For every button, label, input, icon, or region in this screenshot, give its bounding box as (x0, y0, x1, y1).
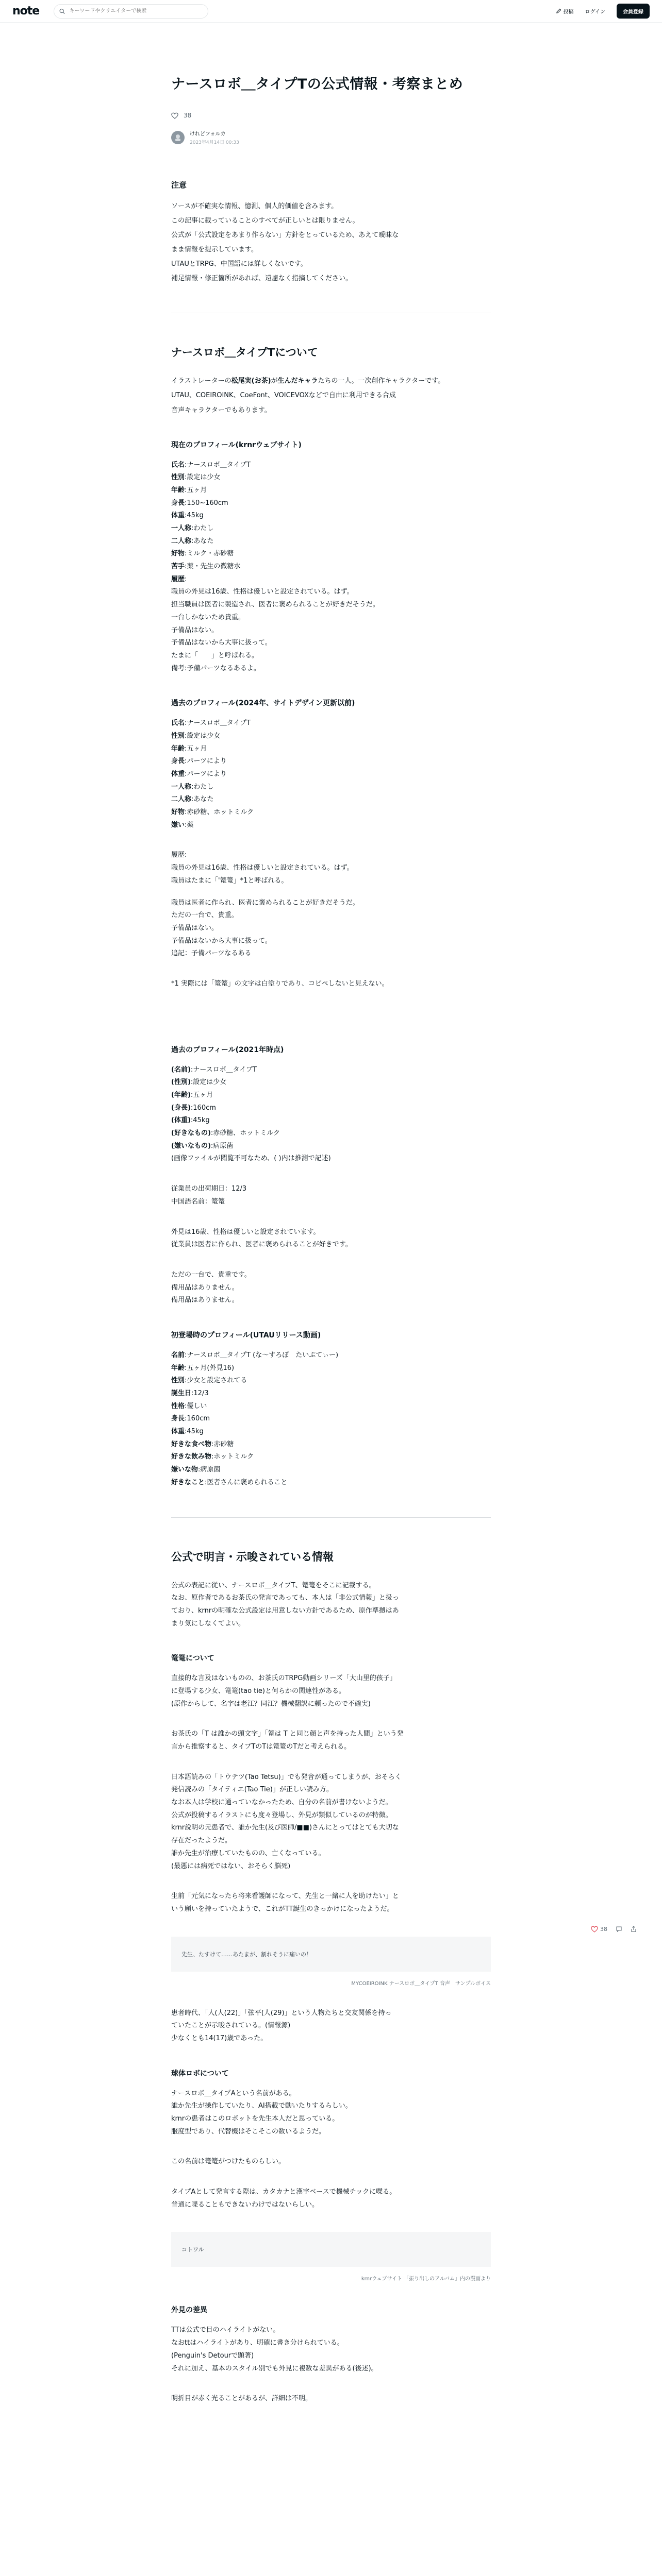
past-profile-2021 (171, 1064, 491, 1307)
profile-key: 一人称 (171, 524, 192, 532)
profile-key: 身長 (171, 757, 185, 766)
profile-value: :医者さんに褒められること (205, 1478, 288, 1486)
about-heading: ナースロボ＿タイプTについて (171, 346, 318, 359)
profile-value: :あなた (191, 795, 214, 804)
profile-row (171, 781, 491, 794)
profile-value: :赤砂糖 (211, 1440, 234, 1448)
profile-key: (年齢) (171, 1091, 191, 1099)
about-paragraph (171, 375, 491, 387)
profile-value: :薬 (185, 821, 194, 829)
notice-line: まま情報を提示しています。 (171, 246, 258, 254)
profile-value: :160cm (190, 1104, 216, 1112)
pen-icon (556, 8, 561, 14)
register-button[interactable]: 会員登録 (617, 4, 650, 19)
profile-value: : (185, 575, 187, 583)
profile-value: :ミルク・赤砂糖 (185, 550, 234, 558)
about-paragraph: 音声キャラクターでもあります。 (171, 406, 271, 414)
profile-key: 性別 (171, 473, 185, 482)
profile-row (171, 1477, 491, 1489)
history-line: 一台しかないため貴重。 (171, 613, 245, 621)
footnote: *1 実際には「篭篭」の文字は白塗りであり、コピペしないと見えない。 (171, 979, 389, 988)
about-text: たちの一人。一次創作キャラクターです。 (318, 377, 445, 385)
quote-cite[interactable]: MYCOEIROINK ナースロボ＿タイプT 音声 サンプルボイス (351, 1980, 491, 1987)
profile-key: 好きな飲み物 (171, 1453, 212, 1461)
profile-row (171, 1375, 491, 1387)
quote-cite[interactable]: krnrウェブサイト 「振り出しのアルバム」内の漫画より (361, 2276, 491, 2282)
profile-key: (身長) (171, 1104, 191, 1112)
profile-key: 二人称 (171, 537, 192, 545)
robot-avatar-icon (174, 133, 182, 142)
profile-row (171, 510, 491, 522)
profile-row (171, 1413, 491, 1426)
taotie-line: 日本語読みの「トウテツ(Tao Tetsu)」でも発音が通ってしまうが、おそらく (171, 1773, 402, 1781)
profile-value: :設定は少女 (190, 1078, 227, 1087)
profile-value: :五ヶ月 (190, 1091, 213, 1099)
profile-key: 好物 (171, 808, 185, 817)
taotie-line: いう願いを持っていたようで、これがTT誕生のきっかけになったようだ。 (171, 1905, 394, 1913)
taotie-line: 患者時代、「人(人(22)」「弦平(人(29)」という人物たちと交友関係を持っ (171, 2009, 392, 2017)
author-name[interactable]: けれどフォルカ (190, 131, 226, 138)
history-line: 追記：予備パーツなるある (171, 950, 252, 958)
floating-actions (591, 1926, 637, 1933)
heart-icon (591, 1926, 598, 1933)
profile-key: 年齢 (171, 486, 185, 494)
profile-row (171, 1114, 491, 1127)
profile-line: 外見は16歳、性格は優しいと設定されています。 (171, 1228, 320, 1236)
profile-value: :わたし (191, 783, 214, 791)
notice-line: 補足情報・修正箇所があれば、遠慮なく指摘してください。 (171, 275, 353, 283)
profile-row (171, 1451, 491, 1464)
notice-heading: 注意 (171, 180, 187, 190)
history-line: ただの一台で、貴重。 (171, 911, 238, 920)
post-button[interactable] (556, 7, 574, 15)
taotie-line: お茶氏の「T は誰かの頭文字」「篭は T と同じ顔と声を持った人間」という発 (171, 1730, 404, 1738)
history-line: 予備品はないから大事に扱って。 (171, 937, 272, 945)
article-title: ナースロボ＿タイプTの公式情報・考察まとめ (171, 76, 464, 92)
profile-key: 嫌いな物 (171, 1466, 198, 1474)
profile-value: :ホットミルク (211, 1453, 254, 1461)
profile-key: 誕生日 (171, 1389, 192, 1397)
history-line: 予備品はない。 (171, 626, 219, 634)
profile-key: 体重 (171, 770, 185, 778)
robot-line: krnrの患者はこのロボットを先生本人だと思っている。 (171, 2115, 339, 2123)
history-line: 職員は医者に作られ、医者に褒められることが好きだそうだ。 (171, 899, 359, 907)
profile-value: :赤砂糖、ホットミルク (210, 1129, 280, 1138)
profile-row (171, 793, 491, 806)
like-row (171, 112, 491, 119)
profile-row (171, 1464, 491, 1477)
history-label: 履歴: (171, 851, 187, 859)
profile-row (171, 1140, 491, 1153)
profile-key: 性別 (171, 732, 185, 740)
heart-icon[interactable] (171, 112, 178, 119)
profile-key: 好きなこと (171, 1478, 205, 1486)
profile-row (171, 1362, 491, 1375)
official-intro-line: ており、krnrの明確な公式設定は用意しない方針であるため、原作準拠はあ (171, 1606, 399, 1615)
profile-key: 氏名 (171, 461, 185, 469)
history-line: 担当職員は医者に製造され、医者に褒められることが好きだそうだ。 (171, 601, 379, 609)
taotie-line: なお本人は学校に通っていなかったため、自分の名前が書けないようだ。 (171, 1799, 392, 1807)
share-icon[interactable] (631, 1926, 637, 1933)
notice-line: 公式が「公式設定をあまり作らない」方針をとっているため、あえて曖昧な (171, 231, 399, 240)
profile-value: :45kg (185, 1428, 204, 1436)
profile-row (171, 561, 491, 573)
author-block[interactable] (171, 129, 491, 145)
search-box[interactable] (54, 4, 208, 19)
profile-key: (性別) (171, 1078, 191, 1087)
official-intro-line: なお、原作者であるお茶氏の発言であっても、本人は「非公式情報」と扱っ (171, 1594, 399, 1602)
login-button[interactable] (585, 7, 606, 15)
taotie-line: 公式が投稿するイラストにも度々登場し、外見が類似しているのが特徴。 (171, 1811, 392, 1819)
profile-row (171, 1089, 491, 1102)
profile-row (171, 548, 491, 561)
like-button-side[interactable] (591, 1926, 607, 1933)
avatar[interactable] (171, 131, 185, 144)
robot-line: 普通に喋ることもできないわけではないらしい。 (171, 2200, 319, 2209)
history-line: たまに「 」と呼ばれる。 (171, 651, 259, 659)
profile-key: 体重 (171, 1428, 185, 1436)
current-profile (171, 459, 491, 675)
utau-profile (171, 1349, 491, 1489)
profile-row (171, 1387, 491, 1400)
profile-value: :パーツにより (185, 770, 227, 778)
history-line: 備考:予備パーツなるあるよ。 (171, 664, 260, 672)
profile-key: (嫌いなもの) (171, 1142, 211, 1150)
profile-key: 年齢 (171, 744, 185, 753)
robot-line: 誰か先生が操作していたり、AI搭載で動いたりするらしい。 (171, 2102, 352, 2110)
about-bold-text: 生んだキャラ (277, 377, 318, 385)
profile-row (171, 1127, 491, 1140)
profile-value: :わたし (191, 524, 214, 532)
profile-row (171, 1064, 491, 1077)
current-profile-heading: 現在のプロフィール(krnrウェブサイト) (171, 440, 302, 449)
profile-key: 一人称 (171, 783, 192, 791)
profile-key: 名前 (171, 1351, 185, 1359)
profile-line: 備用品はありません。 (171, 1296, 239, 1304)
profile-row (171, 768, 491, 781)
profile-value: :五ヶ月(外見16) (185, 1364, 235, 1372)
profile-key: 年齢 (171, 1364, 185, 1372)
taotie-line: 誰か先生が治療していたものの、亡くなっている。 (171, 1849, 325, 1857)
profile-row (171, 522, 491, 535)
top-bar (0, 0, 662, 23)
notice-body (171, 200, 491, 285)
profile-key: 履歴 (171, 575, 185, 583)
profile-row (171, 730, 491, 743)
profile-line: 備用品はありません。 (171, 1283, 239, 1292)
notice-line: ソースが不確実な情報、憶測、個人的価値を含みます。 (171, 202, 338, 211)
profile-value: :160cm (185, 1415, 210, 1423)
history-line: 職員の外見は16歳、性格は優しいと設定されている。はず。 (171, 864, 354, 872)
history-line: 予備品はない。 (171, 924, 219, 932)
profile-row (171, 1400, 491, 1413)
taotie-line: 生前「元気になったら将来看護師になって、先生と一緒に人を助けたい」と (171, 1892, 399, 1901)
profile-line: 中国語名前：篭篭 (171, 1197, 225, 1206)
profile-key: 性格 (171, 1402, 185, 1410)
logo[interactable]: note (12, 5, 40, 18)
profile-value: :薬・先生の微糖水 (185, 563, 241, 571)
profile-row (171, 1102, 491, 1115)
profile-value: :パーツにより (185, 757, 227, 766)
profile-key: (好きなもの) (171, 1129, 211, 1138)
past-profile-2024 (171, 717, 491, 990)
profile-line: ただの一台で、貴重です。 (171, 1270, 251, 1279)
profile-value: :あなた (191, 537, 214, 545)
profile-key: 好きな食べ物 (171, 1440, 212, 1448)
appearance-line: なおttはハイライトがあり、明確に書き分けられている。 (171, 2339, 344, 2347)
profile-key: 好物 (171, 550, 185, 558)
profile-value: :赤砂糖、ホットミルク (185, 808, 254, 817)
quote-box: コトワル (171, 2232, 491, 2267)
profile-row (171, 484, 491, 497)
profile-line: 従業員は医者に作られ、医者に褒められることが好きです。 (171, 1241, 352, 1249)
profile-value: :45kg (190, 1116, 210, 1125)
notice-line: この記事に載っていることのすべてが正しいとは限りません。 (171, 217, 359, 225)
profile-value: :五ヶ月 (185, 486, 207, 494)
history-line: 職員はたまに「'篭篭」*1と呼ばれる。 (171, 876, 288, 885)
profile-value: :病原菌 (198, 1466, 221, 1474)
about-paragraph: UTAU、COEIROINK、CoeFont、VOICEVOXなどで自由に利用できる合成 (171, 392, 396, 400)
profile-key: 嫌い (171, 821, 185, 829)
profile-line: 従業員の出荷期日：12/3 (171, 1185, 247, 1193)
robot-line: この名前は篭篭がつけたものらしい。 (171, 2158, 286, 2166)
profile-key: 身長 (171, 499, 185, 507)
profile-value: :優しい (185, 1402, 207, 1410)
utau-profile-heading: 初登場時のプロフィール(UTAUリリース動画) (171, 1331, 321, 1340)
taotie-line: 言から推察すると、タイプTのTは篭篭のTだと考えられる。 (171, 1743, 351, 1751)
past-profile-2024-heading: 過去のプロフィール(2024年、サイトデザイン更新以前) (171, 699, 355, 708)
taotie-line: krnr説明の元患者で、誰か先生(及び医師/■■)さんにとってはとても大切な (171, 1824, 399, 1832)
profile-row (171, 1438, 491, 1451)
profile-row (171, 806, 491, 819)
taotie-line: (最悪には病死ではない、おそらく脳死) (171, 1862, 291, 1870)
history-line: 予備品はないから大事に扱って。 (171, 639, 272, 647)
official-heading: 公式で明言・示唆されている情報 (171, 1550, 334, 1563)
profile-value: :少女と設定されてる (185, 1377, 247, 1385)
appearance-heading: 外見の差異 (171, 2306, 207, 2315)
taotie-line: に登場する少女、篭篭(tao tie)と何らかの関連性がある。 (171, 1687, 346, 1695)
profile-row (171, 497, 491, 510)
appearance-line: TTは公式で目のハイライトがない。 (171, 2326, 280, 2334)
profile-key: 氏名 (171, 719, 185, 727)
profile-row (171, 1426, 491, 1438)
author-link-text[interactable]: 松尾実(お茶) (231, 377, 271, 385)
profile-key: 身長 (171, 1415, 185, 1423)
profile-value: :12/3 (191, 1389, 209, 1397)
profile-value: :病原菌 (210, 1142, 234, 1150)
robot-line: 服度型であり、代替機はそこそこの数いるようだ。 (171, 2127, 326, 2136)
search-input[interactable] (69, 8, 203, 14)
profile-value: :ナースロボ＿タイプT (185, 719, 251, 727)
profile-row (171, 573, 491, 586)
profile-value: :150~160cm (185, 499, 228, 507)
profile-value: :ナースロボ＿タイプT (な〜すろぼ たいぷてぃー) (185, 1351, 339, 1359)
profile-row (171, 755, 491, 768)
notice-line: UTAUとTRPG、中国語には詳しくないです。 (171, 260, 307, 268)
login-label: ログイン (585, 9, 605, 15)
taotie-line: ていたことが示唆されている。(情報源) (171, 2022, 291, 2030)
history-line: 職員の外見は16歳、性格は優しいと設定されている。はず。 (171, 588, 354, 596)
comment-icon[interactable] (616, 1926, 622, 1933)
profile-note: (画像ファイルが閲覧不可なため、( )内は推測で記述) (171, 1155, 331, 1163)
quote-box: 先生、たすけて……あたまが、割れそうに痛いの！ (171, 1937, 491, 1972)
appearance-line: それに加え、基本のスタイル別でも外見に複数な差異がある(後述)。 (171, 2364, 378, 2372)
robot-line: タイプAとして発言する際は、カタカナと漢字ベースで機械チックに喋る。 (171, 2188, 396, 2196)
taotie-line: (原作からして、名字は老江？同江？機械翻訳に頼ったので不確実) (171, 1700, 371, 1708)
official-intro-line: 公式の表記に従い、ナースロボ＿タイプT、篭篭をそこに記載する。 (171, 1581, 376, 1589)
like-count: 38 (184, 112, 192, 120)
profile-row (171, 743, 491, 756)
profile-value: :設定は少女 (185, 473, 221, 482)
about-text: が (271, 377, 278, 385)
profile-value: :設定は少女 (185, 732, 221, 740)
profile-key: 性別 (171, 1377, 185, 1385)
profile-key: (名前) (171, 1065, 191, 1074)
author-date: 2023年4月14日 00:33 (190, 140, 239, 146)
profile-row (171, 459, 491, 472)
like-count-side: 38 (600, 1926, 607, 1933)
article (171, 23, 491, 2405)
taotie-line: 存在だったようだ。 (171, 1837, 232, 1845)
about-text: イラストレーターの (171, 377, 231, 385)
profile-value: :五ヶ月 (185, 744, 207, 753)
search-icon (59, 8, 65, 14)
profile-row (171, 535, 491, 548)
past-profile-2021-heading: 過去のプロフィール(2021年時点) (171, 1045, 284, 1054)
profile-key: 体重 (171, 512, 185, 520)
profile-row (171, 819, 491, 832)
official-intro-line: まり気にしなくてよい。 (171, 1619, 245, 1628)
divider (171, 1517, 491, 1518)
profile-row (171, 717, 491, 730)
profile-value: :ナースロボ＿タイプT (185, 461, 251, 469)
appearance-line: 明折目が赤く光ることがあるが、詳細は不明。 (171, 2395, 312, 2403)
taotie-line: 発信読みの「タイティエ(Tao Tie)」が正しい読み方。 (171, 1786, 333, 1794)
profile-value: :45kg (185, 512, 204, 520)
taotie-line: 直接的な言及はないものの、お茶氏のTRPG動画シリーズ「大山里的孩子」 (171, 1674, 396, 1683)
profile-key: 二人称 (171, 795, 192, 804)
profile-value: :ナースロボ＿タイプT (190, 1065, 257, 1074)
robot-line: ナースロボ＿タイプAという名前がある。 (171, 2089, 296, 2097)
taotie-heading: 篭篭について (171, 1654, 214, 1663)
profile-row (171, 471, 491, 484)
profile-key: 苦手 (171, 563, 185, 571)
profile-key: (体重) (171, 1116, 191, 1125)
post-label: 投稿 (563, 9, 574, 15)
taotie-line: 少なくとも14(17)歳であった。 (171, 2034, 268, 2042)
profile-row (171, 1349, 491, 1362)
profile-row (171, 1076, 491, 1089)
appearance-line: (Penguin's Detourで顕著) (171, 2351, 254, 2360)
robot-heading: 球体ロボについて (171, 2069, 229, 2078)
